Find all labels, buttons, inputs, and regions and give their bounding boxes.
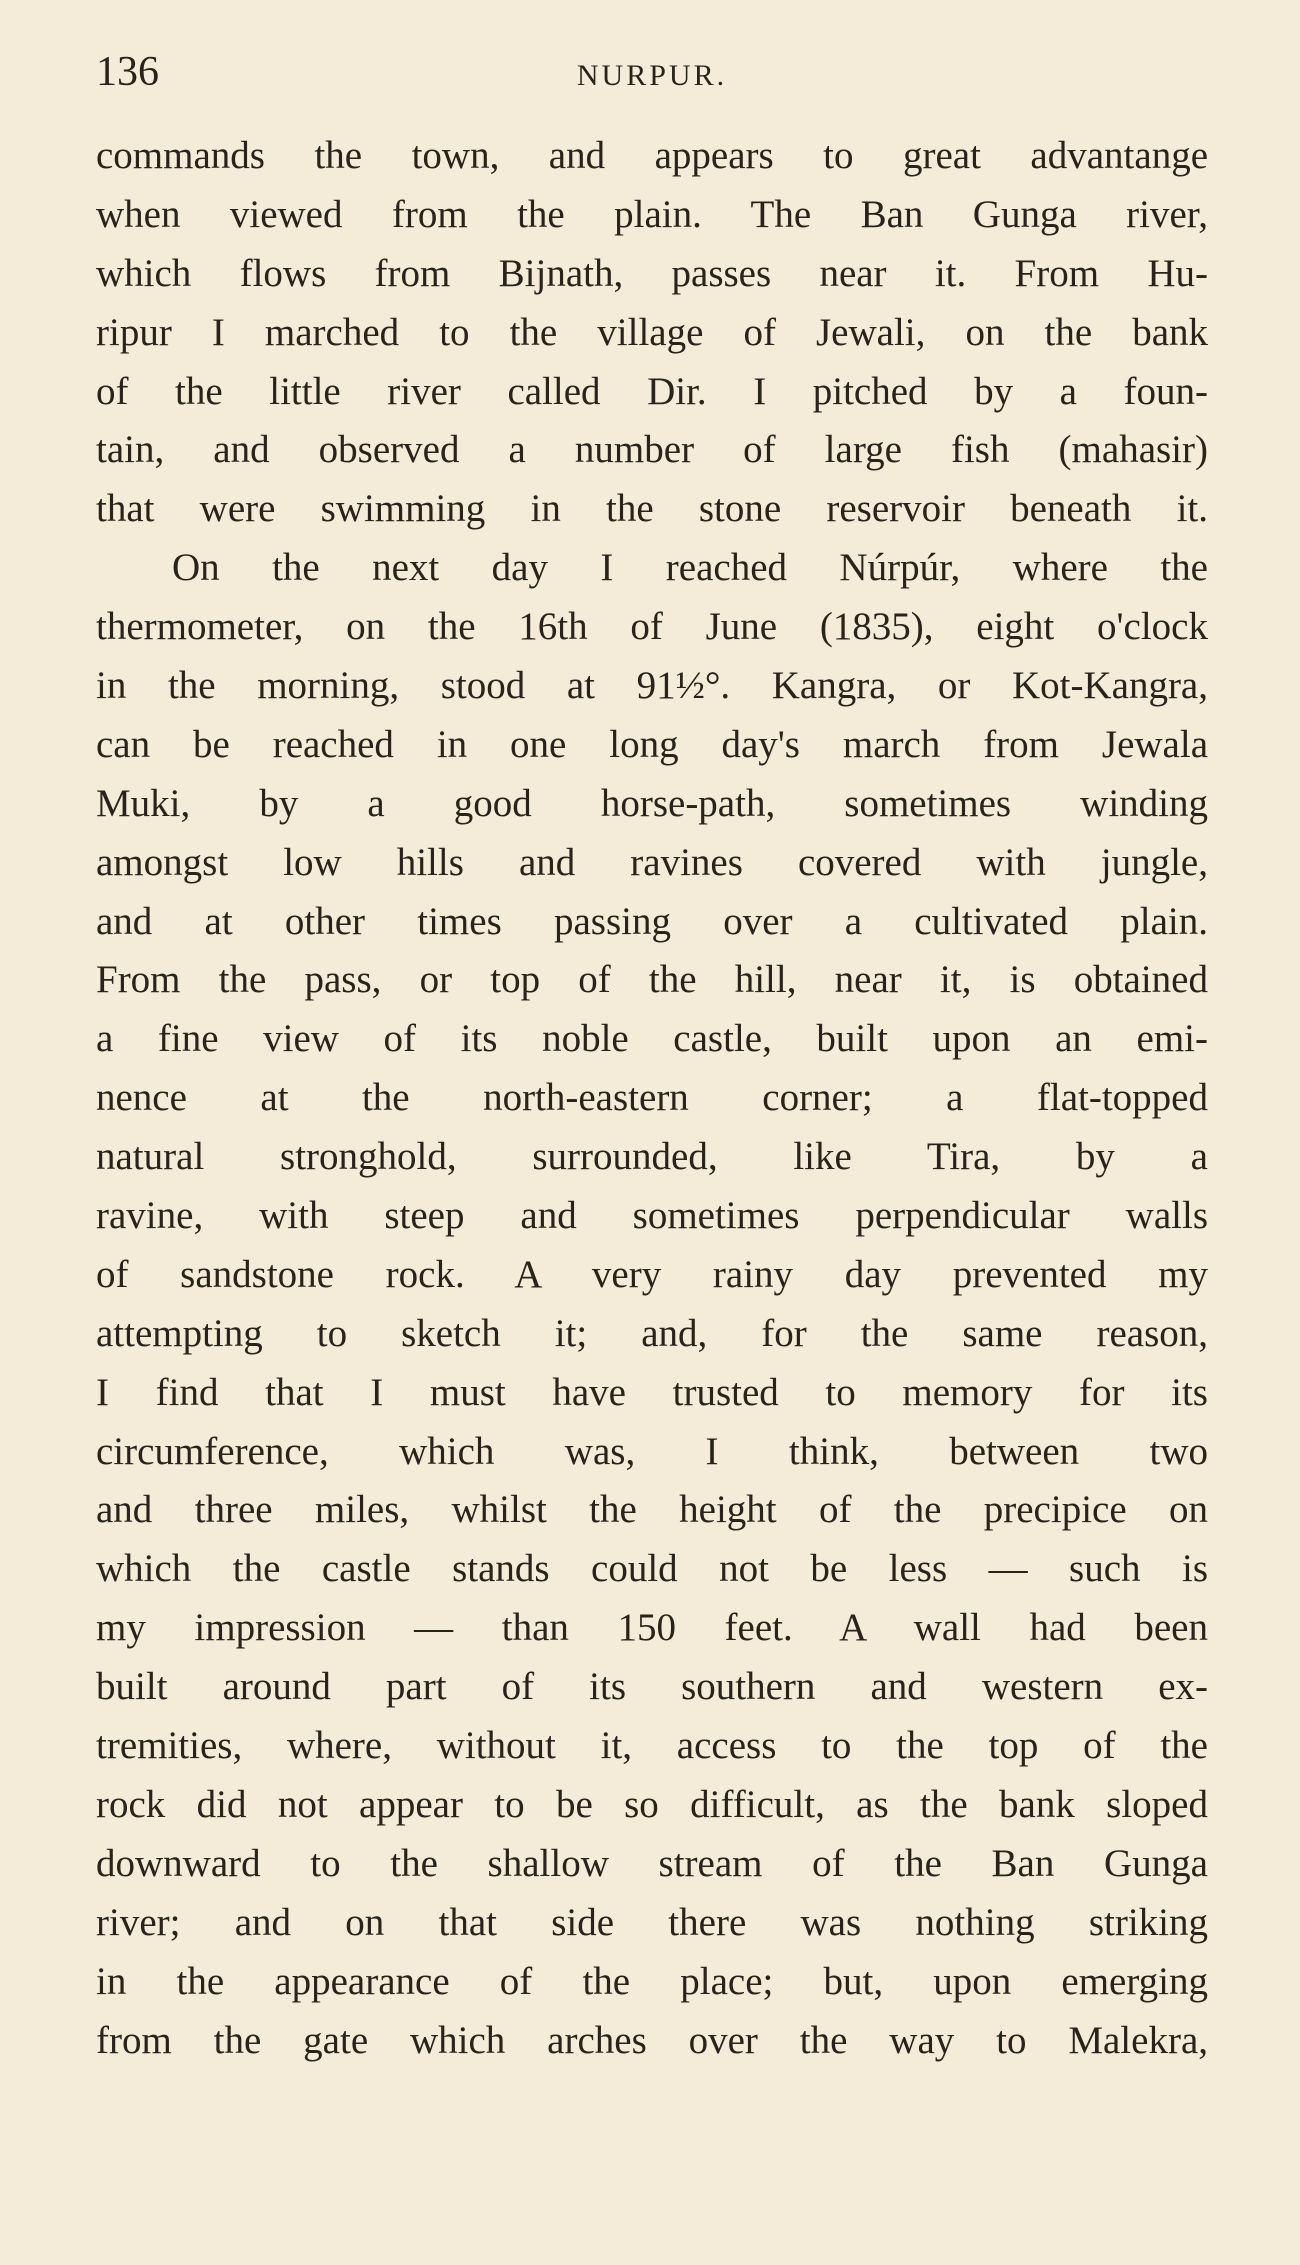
text-line: I find that I must have trusted to memory for its [96, 1370, 1208, 1414]
text-line: tain, and observed a number of large fish (mahasir) [96, 428, 1208, 472]
text-line: amongst low hills and ravines covered with jungle, [96, 840, 1208, 884]
text-line: which flows from Bijnath, passes near it. From Hu- [96, 251, 1208, 295]
text-line: river; and on that side there was nothing striking [96, 1900, 1208, 1944]
text-line: and three miles, whilst the height of the precipice on [96, 1488, 1208, 1532]
page-number: 136 [96, 49, 159, 95]
text-line: ripur I marched to the village of Jewali, on the bank [96, 310, 1208, 354]
text-line: attempting to sketch it; and, for the same reason, [96, 1311, 1208, 1355]
text-line: natural stronghold, surrounded, like Tira, by a [96, 1135, 1208, 1179]
text-line: my impression — than 150 feet. A wall had been [96, 1606, 1208, 1650]
text-line: which the castle stands could not be less — such is [96, 1547, 1208, 1591]
text-line: in the appearance of the place; but, upon emerging [96, 1959, 1208, 2003]
running-head [96, 42, 1208, 102]
text-line: tremities, where, without it, access to the top of the [96, 1724, 1208, 1768]
text-line: can be reached in one long day's march from Jewala [96, 722, 1208, 766]
text-line: of the little river called Dir. I pitched by a foun- [96, 369, 1208, 413]
text-line: rock did not appear to be so difficult, as the bank sloped [96, 1782, 1208, 1826]
text-line: thermometer, on the 16th of June (1835), eight o'clock [96, 605, 1208, 649]
text-line: that were swimming in the stone reservoir beneath it. [96, 487, 1208, 531]
text-line-paragraph-start: On the next day I reached Núrpúr, where the [172, 546, 1208, 590]
text-line: built around part of its southern and western ex- [96, 1665, 1208, 1709]
text-line: from the gate which arches over the way to Malekra, [96, 2018, 1208, 2062]
running-title: NURPUR. [576, 59, 728, 92]
text-line: nence at the north-eastern corner; a flat-topped [96, 1076, 1208, 1120]
text-line: in the morning, stood at 91½°. Kangra, or Kot-Kangra, [96, 664, 1208, 708]
text-line: a fine view of its noble castle, built upon an emi- [96, 1017, 1208, 1061]
text-line: From the pass, or top of the hill, near it, is obtained [96, 958, 1208, 1002]
text-line: Muki, by a good horse-path, sometimes winding [96, 781, 1208, 825]
text-line: commands the town, and appears to great advantange [96, 134, 1208, 177]
text-line: downward to the shallow stream of the Ban Gunga [96, 1841, 1208, 1885]
text-line: circumference, which was, I think, between two [96, 1429, 1208, 1473]
text-line: when viewed from the plain. The Ban Gunga river, [96, 192, 1208, 236]
text-line: of sandstone rock. A very rainy day prevented my [96, 1252, 1208, 1296]
text-line: ravine, with steep and sometimes perpendicular walls [96, 1194, 1208, 1238]
text-line: and at other times passing over a cultivated plain. [96, 899, 1208, 943]
body-text [96, 127, 1208, 2070]
